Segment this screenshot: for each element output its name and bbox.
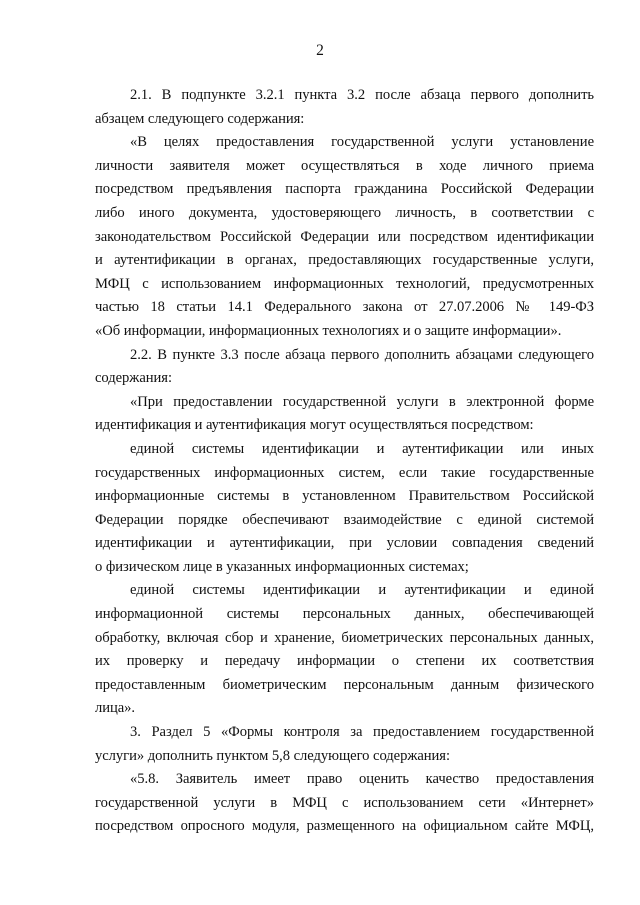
- text-line: содержания:: [95, 370, 172, 387]
- text-line: «5.8. Заявитель имеет право оценить качество предоставления: [130, 771, 594, 788]
- text-line: законодательством Российской Федерации или посредством идентификации: [95, 228, 594, 245]
- text-line: идентификация и аутентификация могут осуществляться посредством:: [95, 417, 534, 434]
- text-line: о физическом лице в указанных информационных системах;: [95, 558, 469, 575]
- paragraph-2-1: [95, 84, 594, 131]
- text-line: частью 18 статьи 14.1 Федерального закона от 27.07.2006 № 149-ФЗ: [95, 299, 594, 316]
- paragraph-5-8: [95, 768, 594, 839]
- page-number: 2: [316, 42, 324, 59]
- text-line: и аутентификации в органах, предоставляющих государственные услуги,: [95, 252, 594, 269]
- text-line: государственной услуги в МФЦ с использованием сети «Интернет»: [95, 794, 594, 811]
- text-line: единой системы идентификации и аутентификации и единой: [130, 582, 594, 599]
- paragraph-3: [95, 721, 594, 768]
- document-body: [95, 84, 594, 839]
- text-line: 2.2. В пункте 3.3 после абзаца первого дополнить абзацами следующего: [130, 346, 594, 363]
- text-line: либо иного документа, удостоверяющего личность, в соответствии с: [95, 204, 594, 221]
- text-line: МФЦ с использованием информационных технологий, предусмотренных: [95, 275, 594, 292]
- paragraph-2-2: [95, 344, 594, 391]
- text-line: посредством предъявления паспорта гражданина Российской Федерации: [95, 181, 594, 198]
- text-line: единой системы идентификации и аутентификации или иных: [130, 440, 594, 457]
- paragraph-2-2-item-2: [95, 579, 594, 721]
- paragraph-2-2-quote: [95, 391, 594, 438]
- text-line: «При предоставлении государственной услуги в электронной форме: [130, 393, 594, 410]
- text-line: обработку, включая сбор и хранение, биометрических персональных данных,: [95, 629, 594, 646]
- paragraph-2-2-item-1: [95, 438, 594, 580]
- text-line: 3. Раздел 5 «Формы контроля за предоставлением государственной: [130, 724, 594, 741]
- text-line: услуги» дополнить пунктом 5,8 следующего содержания:: [95, 747, 450, 764]
- text-line: государственных информационных систем, если такие государственные: [95, 464, 594, 481]
- text-line: лица».: [95, 700, 136, 717]
- text-line: информационной системы персональных данных, обеспечивающей: [95, 606, 594, 623]
- text-line: 2.1. В подпункте 3.2.1 пункта 3.2 после абзаца первого дополнить: [130, 87, 594, 103]
- text-line: идентификации и аутентификации, при условии совпадения сведений: [95, 535, 594, 552]
- text-line: «В целях предоставления государственной услуги установление: [130, 134, 594, 151]
- text-line: их проверку и передачу информации о степени их соответствия: [95, 653, 594, 670]
- text-line: посредством опросного модуля, размещенного на официальном сайте МФЦ,: [95, 818, 594, 835]
- paragraph-2-1-quote: [95, 131, 594, 343]
- text-line: предоставленным биометрическим персональным данным физического: [95, 676, 594, 693]
- text-line: абзацем следующего содержания:: [95, 110, 305, 127]
- text-line: Федерации порядке обеспечивают взаимодействие с единой системой: [95, 511, 594, 528]
- text-line: информационные системы в установленном Правительством Российской: [95, 488, 594, 505]
- text-line: личности заявителя может осуществляться в ходе личного приема: [95, 157, 594, 174]
- text-line: «Об информации, информационных технологиях и о защите информации».: [95, 322, 562, 339]
